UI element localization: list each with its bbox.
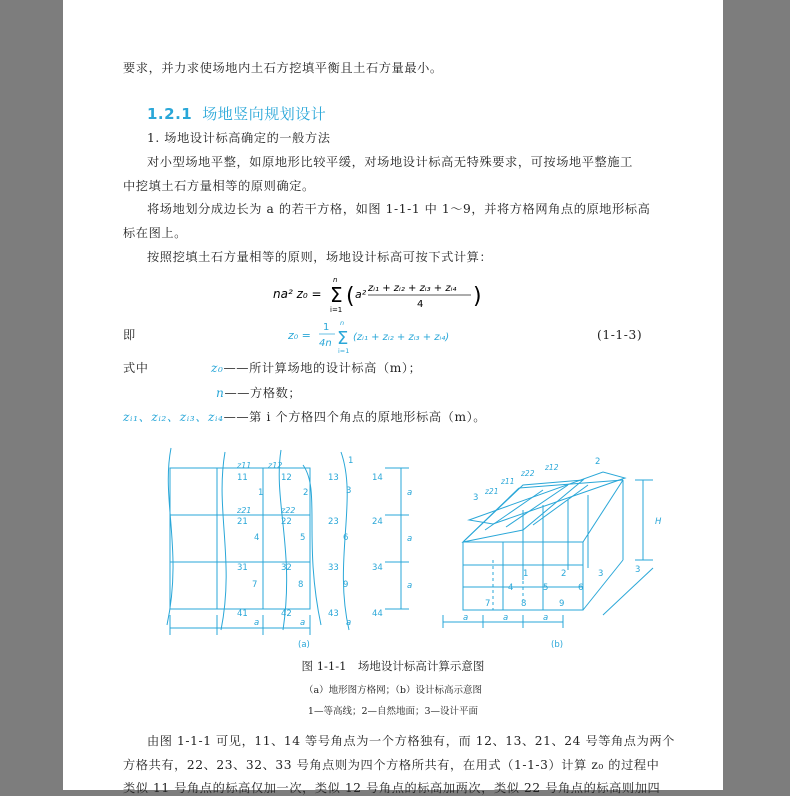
paragraph-line: 标在图上。 xyxy=(123,226,187,240)
dimension-label: a xyxy=(543,613,549,623)
corner-label: 42 xyxy=(281,609,292,619)
corner-label: 32 xyxy=(281,563,292,573)
formula2-sum-top: n xyxy=(340,319,345,327)
figure-a-label: (a) xyxy=(298,640,310,650)
cell-label: 1 xyxy=(258,488,264,498)
figure-caption: 图 1-1-1 场地设计标高计算示意图 xyxy=(301,659,485,673)
contour-number: 1 xyxy=(348,456,354,466)
corner-label: 13 xyxy=(328,473,339,483)
section-title: 场地竖向规划设计 xyxy=(202,105,327,123)
figure-b-3d-diagram xyxy=(373,450,673,655)
cell-label: 9 xyxy=(343,580,349,590)
cell-label: 4 xyxy=(254,533,260,543)
cell-label: 3 xyxy=(598,569,604,579)
z-label: z11 xyxy=(237,461,252,470)
figure-subcaption: （a）地形图方格网；（b）设计标高示意图 xyxy=(304,685,482,696)
z-label: z12 xyxy=(545,463,559,472)
corner-label: 11 xyxy=(237,473,248,483)
marker-label: 2 xyxy=(595,457,601,467)
z-label: z12 xyxy=(268,461,283,470)
paragraph-line: 将场地划分成边长为 a 的若干方格，如图 1-1-1 中 1～9，并将方格网角点的原地形标高 xyxy=(147,202,651,216)
def1-symbol: z₀ xyxy=(211,361,224,375)
definition-zi: zᵢ₁、zᵢ₂、zᵢ₃、zᵢ₄——第 i 个方格四个角点的原地形标高（m）。 xyxy=(123,410,487,424)
corner-label: 23 xyxy=(328,517,339,527)
dimension-label: a xyxy=(407,534,413,544)
subheading: 1. 场地设计标高确定的一般方法 xyxy=(147,131,331,145)
z-label: z11 xyxy=(501,477,515,486)
figure-b-label: (b) xyxy=(551,640,564,650)
formula2-frac-top: 1 xyxy=(323,322,330,333)
where-label: 式中 xyxy=(123,361,149,375)
section-number: 1.2.1 xyxy=(147,105,193,123)
grid-outline xyxy=(170,468,310,609)
formula2-sum-bottom: i=1 xyxy=(338,347,350,355)
figure-legend: 1—等高线；2—自然地面；3—设计平面 xyxy=(307,706,479,717)
paragraph-line: 中挖填土石方量相等的原则确定。 xyxy=(123,179,315,193)
cell-label: 6 xyxy=(578,583,584,593)
paragraph-line: 对小型场地平整，如原地形比较平缓，对场地设计标高无特殊要求，可按场地平整施工 xyxy=(147,155,633,169)
paragraph-line: 类似 11 号角点的标高仅加一次，类似 12 号角点的标高加两次，类似 22 号角点的标高则加四 xyxy=(123,781,661,795)
def2-symbol: n xyxy=(216,386,225,400)
cell-label: 5 xyxy=(543,583,549,593)
cell-label: 7 xyxy=(252,580,258,590)
dimension-label: a xyxy=(346,618,352,628)
corner-label: 44 xyxy=(372,609,383,619)
corner-label: 34 xyxy=(372,563,383,573)
cell-label: 9 xyxy=(559,599,565,609)
cell-label: 4 xyxy=(508,583,514,593)
cell-label: 2 xyxy=(303,488,309,498)
definition-n: n——方格数； xyxy=(216,386,302,400)
cell-label: 6 xyxy=(343,533,349,543)
z-label: z22 xyxy=(281,506,296,515)
section-heading xyxy=(147,103,326,124)
def3-symbol: zᵢ₁、zᵢ₂、zᵢ₃、zᵢ₄ xyxy=(123,410,224,424)
corner-label: 24 xyxy=(372,517,383,527)
height-label: H xyxy=(655,517,662,527)
corner-label: 14 xyxy=(372,473,383,483)
formula2-lhs: z₀ = xyxy=(288,329,311,342)
svg-text:Σ: Σ xyxy=(337,328,349,349)
corner-label: 41 xyxy=(237,609,248,619)
document-page xyxy=(63,0,723,795)
formula1-numerator: zᵢ₁ + zᵢ₂ + zᵢ₃ + zᵢ₄ xyxy=(368,283,457,294)
formula1-lhs: na² z₀ = xyxy=(273,287,322,301)
dimension-label: a xyxy=(503,613,509,623)
marker-label: 3 xyxy=(473,493,479,503)
paragraph-line: 按照挖填土石方量相等的原则，场地设计标高可按下式计算： xyxy=(147,250,493,264)
cell-label: 2 xyxy=(561,569,567,579)
corner-label: 21 xyxy=(237,517,248,527)
z-label: z21 xyxy=(237,506,252,515)
cell-label: 8 xyxy=(298,580,304,590)
dimension-label: a xyxy=(463,613,469,623)
cell-label: 3 xyxy=(346,486,352,496)
definition-z0: z₀——所计算场地的设计标高（m）； xyxy=(211,361,422,375)
corner-label: 12 xyxy=(281,473,292,483)
dimension-label: a xyxy=(407,581,413,591)
formula1-denominator: 4 xyxy=(417,299,424,310)
corner-label: 33 xyxy=(328,563,339,573)
formula-design-elevation xyxy=(263,270,503,320)
body-line: 要求，并力求使场地内土石方挖填平衡且土石方量最小。 xyxy=(123,61,443,75)
corner-label: 22 xyxy=(281,517,292,527)
cell-label: 7 xyxy=(485,599,491,609)
formula2-body: (zᵢ₁ + zᵢ₂ + zᵢ₃ + zᵢ₄) xyxy=(353,332,450,343)
cell-label: 1 xyxy=(523,569,529,579)
corner-label: 43 xyxy=(328,609,339,619)
z-label: z21 xyxy=(485,487,499,496)
formula-z0 xyxy=(283,316,543,358)
ji-label: 即 xyxy=(123,328,136,342)
svg-text:Σ: Σ xyxy=(330,283,343,307)
corner-label: 31 xyxy=(237,563,248,573)
contour-line xyxy=(221,452,226,630)
dimension-label: a xyxy=(254,618,260,628)
formula2-frac-bottom: 4n xyxy=(319,338,332,349)
z-label: z22 xyxy=(521,469,535,478)
marker-label: 3 xyxy=(635,565,641,575)
paragraph-line: 由图 1-1-1 可见，11、14 等号角点为一个方格独有，而 12、13、21、24 号等角点为两个 xyxy=(147,734,675,748)
dimension-label: a xyxy=(300,618,306,628)
paragraph-line: 方格共有，22、23、32、33 号角点则为四个方格所共有，在用式（1-1-3）计算 z₀ 的过程中 xyxy=(123,758,660,772)
formula1-sum-top: n xyxy=(333,276,338,284)
cell-label: 5 xyxy=(300,533,306,543)
svg-text:(: ( xyxy=(346,284,355,309)
cell-label: 8 xyxy=(521,599,527,609)
dimension-label: a xyxy=(407,488,413,498)
formula1-a2: a² xyxy=(355,288,367,301)
equation-number: (1-1-3) xyxy=(597,328,643,342)
svg-text:): ) xyxy=(473,284,482,309)
formula1-sum-bottom: i=1 xyxy=(330,306,343,314)
